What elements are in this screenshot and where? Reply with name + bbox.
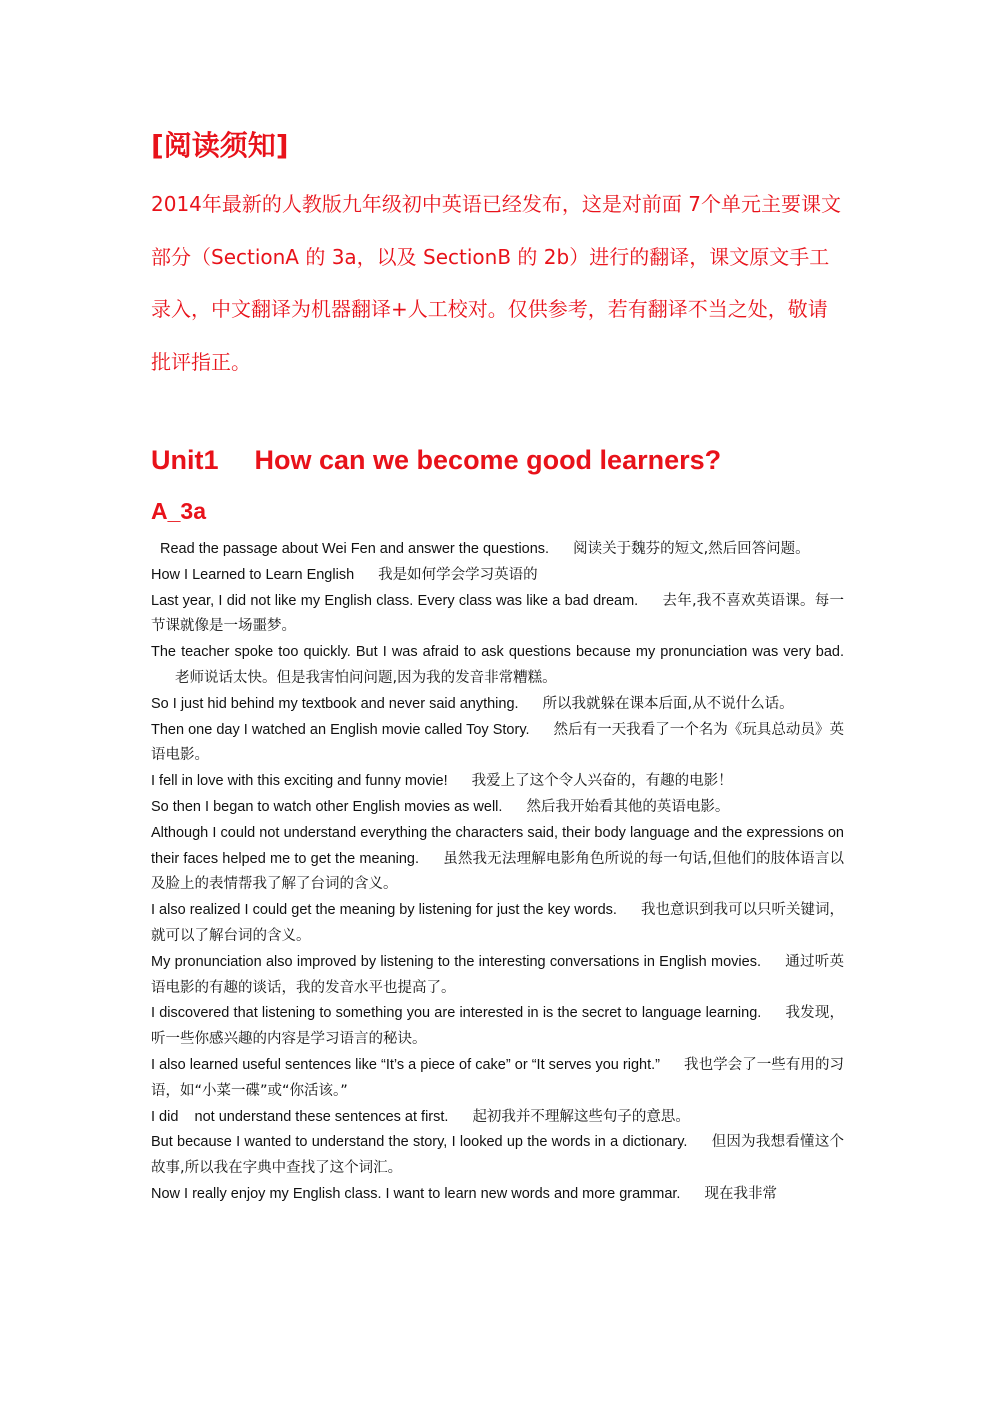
passage-line [151, 1182, 844, 1208]
english-text: The teacher spoke too quickly. But I was afraid to ask questions because my pronunciation was very bad. [151, 644, 844, 661]
unit-number: Unit1 [151, 445, 219, 475]
passage-line [151, 898, 844, 950]
chinese-translation: 我发现，听一些你感兴趣的内容是学习语言的秘诀。 [151, 1005, 844, 1048]
chinese-translation: 我也意识到我可以只听关键词，就可以了解台词的含义。 [151, 902, 844, 944]
passage-line [151, 563, 844, 589]
chinese-translation: 通过听英语电影的有趣的谈话，我的发音水平也提高了。 [151, 953, 844, 996]
section-title: A_3a [151, 498, 206, 524]
english-text: I also learned useful sentences like “It’s a piece of cake” or “It serves you right.” [151, 1056, 660, 1073]
passage-line [151, 821, 844, 898]
english-text: Last year, I did not like my English class. Every class was like a bad dream. [151, 592, 639, 609]
unit-question: How can we become good learners? [254, 445, 722, 475]
notice-body: 2014年最新的人教版九年级初中英语已经发布，这是对前面 7个单元主要课文部分（SectionA 的 3a，以及 SectionB 的 2b）进行的翻译，课文原文手工录入，中文翻译为机器翻译+人工校对。仅供参考，若有翻译不当之处，敬请批评指正。 [151, 192, 841, 374]
english-text: Although I could not understand everything the characters said, their body language and the expressions on their faces helped me to get the meaning. [151, 824, 844, 867]
passage-line [151, 1001, 844, 1053]
english-text: My pronunciation also improved by listening to the interesting conversations in English movies. [151, 953, 761, 970]
passage-line [151, 589, 844, 641]
passage-line [151, 537, 844, 563]
chinese-translation: 老师说话太快。但是我害怕问问题,因为我的发音非常糟糕。 [175, 669, 557, 686]
passage-line [151, 769, 844, 795]
english-text: I did not understand these sentences at first. [151, 1108, 449, 1125]
chinese-translation: 虽然我无法理解电影角色所说的每一句话,但他们的肢体语言以及脸上的表情帮我了解了台词的含义。 [151, 850, 845, 893]
passage-line [151, 692, 844, 718]
english-text: Then one day I watched an English movie called Toy Story. [151, 721, 530, 738]
chinese-translation: 然后我开始看其他的英语电影。 [526, 798, 730, 815]
english-text: So then I began to watch other English movies as well. [151, 798, 503, 815]
notice-heading: [阅读须知] [151, 129, 289, 162]
chinese-translation: 所以我就躲在课本后面,从不说什么话。 [542, 695, 794, 712]
english-text: I discovered that listening to something you are interested in is the secret to language learning. [151, 1005, 762, 1022]
english-text: How I Learned to Learn English [151, 566, 355, 583]
english-text: I also realized I could get the meaning by listening for just the key words. [151, 902, 617, 919]
passage-lines [151, 537, 844, 1208]
chinese-translation: 然后有一天我看了一个名为《玩具总动员》英语电影。 [151, 721, 844, 764]
chinese-translation: 去年,我不喜欢英语课。每一节课就像是一场噩梦。 [151, 592, 845, 635]
chinese-translation: 但因为我想看懂这个故事,所以我在字典中查找了这个词汇。 [151, 1134, 845, 1177]
passage-line [151, 1105, 844, 1131]
passage-line [151, 950, 844, 1002]
english-text: I fell in love with this exciting and funny movie! [151, 773, 448, 790]
english-text: Read the passage about Wei Fen and answer the questions. [160, 541, 550, 557]
chinese-translation: 我也学会了一些有用的习语，如“小菜一碟”或“你活该。” [151, 1056, 844, 1099]
passage-line [151, 718, 844, 770]
passage-line [151, 1130, 844, 1182]
passage-line [151, 1053, 844, 1105]
chinese-translation: 阅读关于魏芬的短文,然后回答问题。 [573, 541, 810, 557]
chinese-translation: 我是如何学会学习英语的 [378, 566, 538, 583]
passage-line [151, 795, 844, 821]
english-text: Now I really enjoy my English class. I want to learn new words and more grammar. [151, 1185, 681, 1202]
unit-title [151, 440, 721, 480]
chinese-translation: 我爱上了这个令人兴奋的，有趣的电影！ [471, 773, 733, 790]
english-text: So I just hid behind my textbook and never said anything. [151, 695, 519, 712]
english-text: But because I wanted to understand the story, I looked up the words in a dictionary. [151, 1134, 688, 1151]
chinese-translation: 起初我并不理解这些句子的意思。 [472, 1108, 690, 1125]
chinese-translation: 现在我非常 [704, 1185, 777, 1202]
passage-line [151, 640, 844, 692]
